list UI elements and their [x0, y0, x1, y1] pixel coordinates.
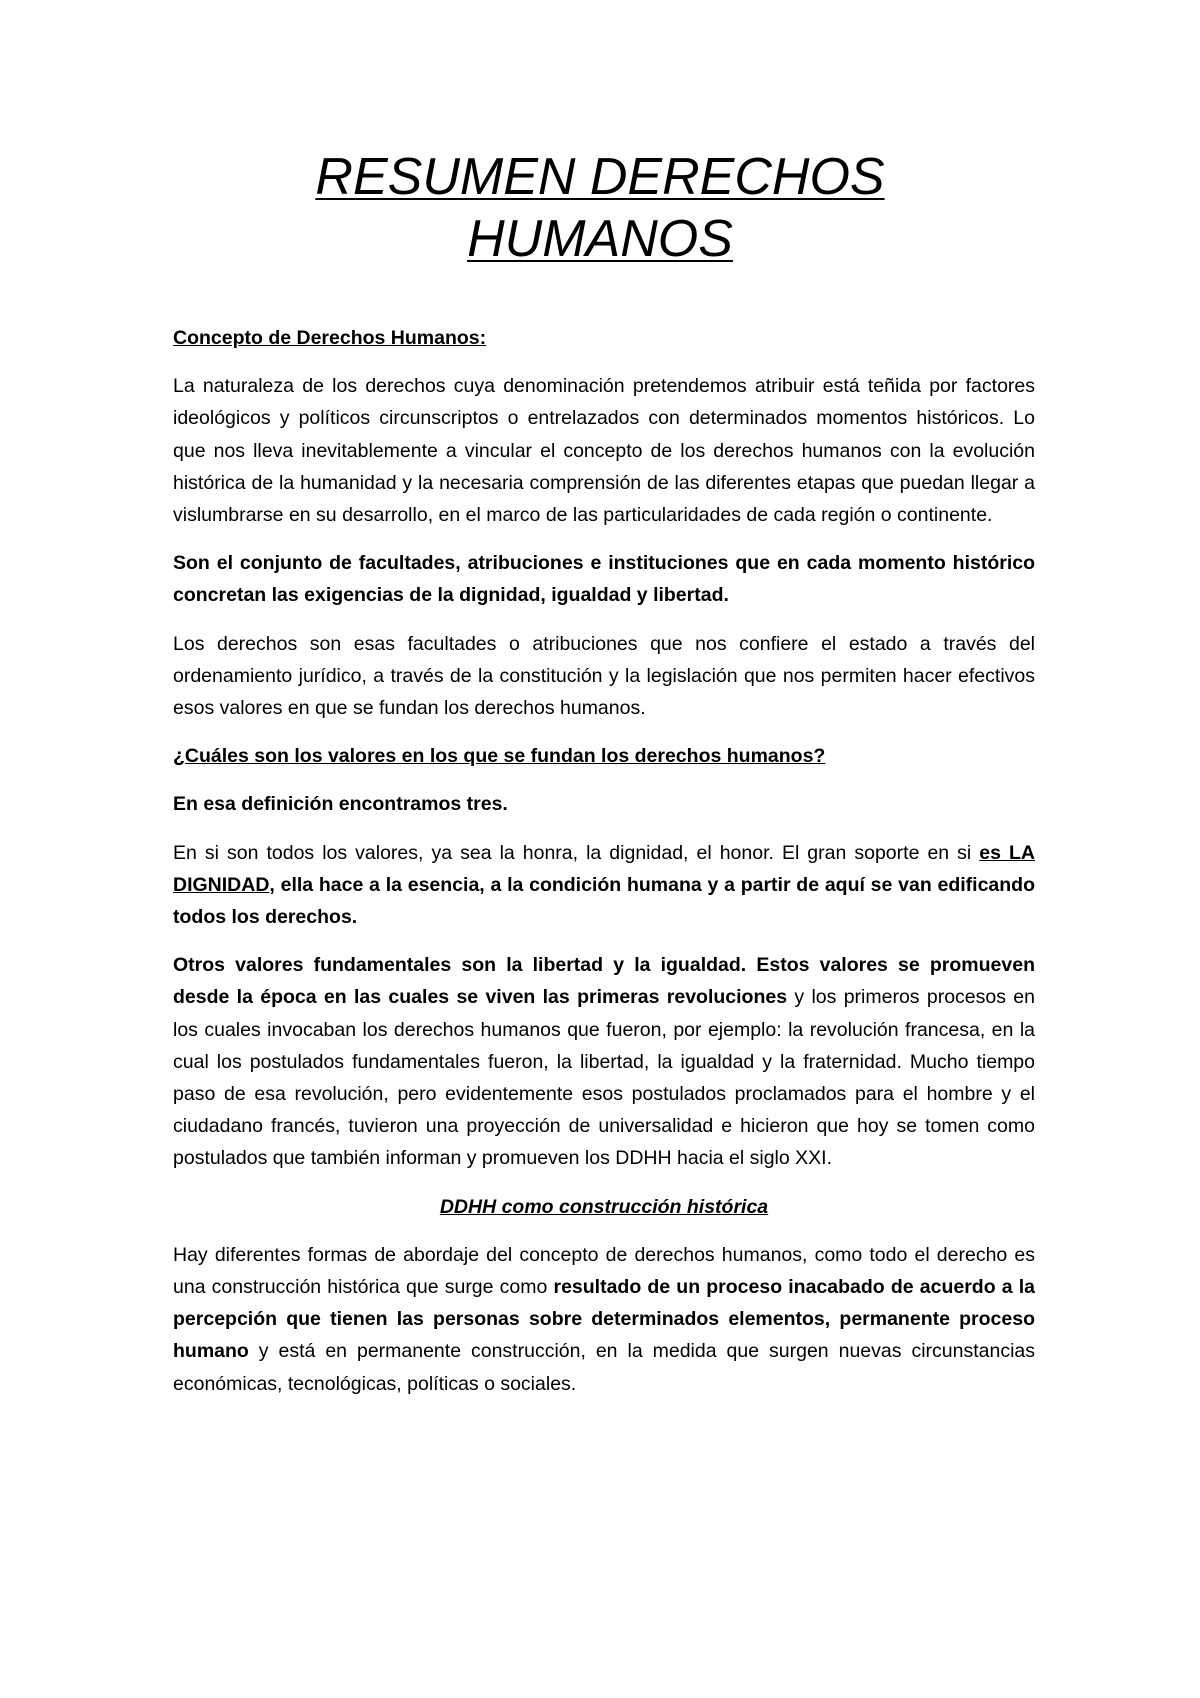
dignidad-text-a: En si son todos los valores, ya sea la honra, la dignidad, el honor. El gran soporte en si	[173, 841, 980, 864]
dignidad-text-c: , ella hace a la esencia, a la condición humana y a partir de aquí se van edificando todos los derechos.	[173, 873, 1035, 929]
paragraph-tres: En esa definición encontramos tres.	[173, 793, 508, 816]
paragraph-abordaje	[173, 1239, 1035, 1400]
title-line-2: HUMANOS	[467, 210, 733, 268]
document-title	[0, 146, 1200, 270]
abordaje-bold: resultado de un proceso inacabado de acuerdo a la percepción que tienen las personas sobre determinados elementos, permanente proceso humano	[173, 1276, 1036, 1363]
otros-valores-bold: Otros valores fundamentales son la libertad y la igualdad. Estos valores se promueven desde la época en las cuales se viven las primeras revoluciones	[173, 954, 1035, 1009]
paragraph-otros-valores	[173, 949, 1035, 1174]
abordaje-text-c: y está en permanente construcción, en la medida que surgen nuevas circunstancias económicas, tecnológicas, políticas o sociales.	[173, 1340, 1035, 1395]
paragraph-dignidad	[173, 837, 1035, 934]
paragraph-derechos-facultades: Los derechos son esas facultades o atribuciones que nos confiere el estado a través del ordenamiento jurídico, a través de la constitución y la legislación que nos permiten hacer efectivos esos valores en que se fundan los derechos humanos.	[173, 632, 1035, 720]
section-heading-concepto: Concepto de Derechos Humanos:	[173, 327, 487, 349]
document-body	[173, 322, 1035, 1416]
dignidad-emphasis: es LA DIGNIDAD	[173, 841, 1035, 896]
paragraph-conjunto: Son el conjunto de facultades, atribuciones e instituciones que en cada momento histórico concretan las exigencias de la dignidad, igualdad y libertad.	[173, 552, 1035, 607]
paragraph-naturaleza: La naturaleza de los derechos cuya denominación pretendemos atribuir está teñida por factores ideológicos y políticos circunscriptos o entrelazados con determinados momentos históricos. Lo que nos lleva inevitablemente a vincular el concepto de los derechos humanos con la evolución histórica de la humanidad y la necesaria comprensión de las diferentes etapas que puedan llegar a vislumbrarse en su desarrollo, en el marco de las particularidades de cada región o continente.	[173, 375, 1035, 527]
title-line-1: RESUMEN DERECHOS	[315, 148, 885, 206]
abordaje-text-a: Hay diferentes formas de abordaje del concepto de derechos humanos, como todo el derecho es una construcción histórica que surge como	[173, 1243, 1035, 1299]
section-heading-construccion: DDHH como construcción histórica	[439, 1195, 769, 1218]
otros-valores-rest: y los primeros procesos en los cuales invocaban los derechos humanos que fueron, por ejemplo: la revolución francesa, en la cual los postulados fundamentales fueron, la libertad, la igualdad y la fraternidad. Mucho tiempo paso de esa revolución, pero evidentemente esos postulados proclamados para el hombre y el ciudadano francés, tuvieron una proyección de universalidad e hicieron que hoy se tomen como postulados que también informan y promueven los DDHH hacia el siglo XXI.	[173, 986, 1035, 1170]
question-valores: ¿Cuáles son los valores en los que se fundan los derechos humanos?	[173, 745, 826, 768]
